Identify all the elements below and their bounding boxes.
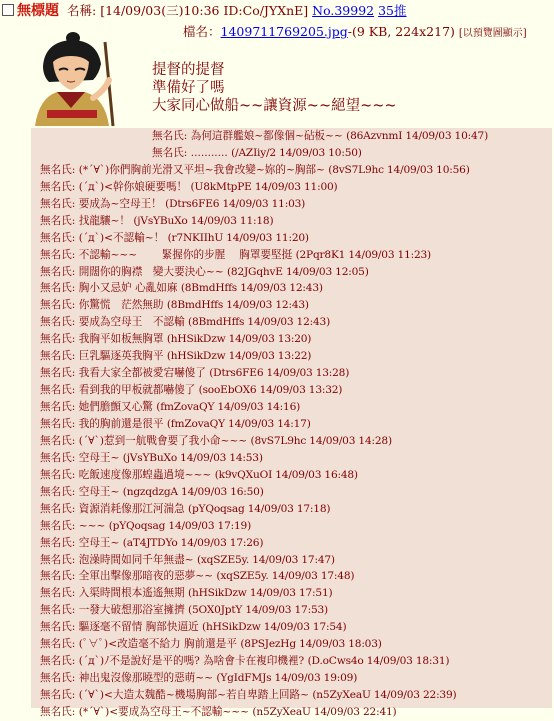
reply-id-timestamp: (2Pqr8K1 14/09/03 11:23) <box>295 248 431 261</box>
thread-thumbnail[interactable] <box>13 28 130 126</box>
reply-text: (*´∀`)你們胸前光滑又平坦~我會改變~妳的~胸部~ <box>78 163 325 176</box>
reply-text: 空母王~ <box>78 451 120 464</box>
reply-row <box>40 450 263 467</box>
reply-id-timestamp: (Dtrs6FE6 14/09/03 11:03) <box>165 197 306 210</box>
reply-text: 神出鬼沒像那曉型的惡萌~~ <box>78 672 214 685</box>
name-label: 名稱: <box>66 3 97 18</box>
post-number-link[interactable]: No.39992 <box>312 3 375 18</box>
reply-text: 不認輸~~~ 緊握你的步腥 胸罩要堅挺 <box>78 248 293 261</box>
reply-row <box>40 230 309 247</box>
op-line: 提督的提督 <box>152 62 225 78</box>
reply-id-timestamp: (5OX0JptY 14/09/03 17:53) <box>188 604 328 617</box>
reply-poster-name: 無名氏: <box>40 417 76 430</box>
reply-row <box>40 602 328 619</box>
reply-id-timestamp: (sooEbOX6 14/09/03 13:32) <box>198 384 343 397</box>
reply-text: 入渠時間根本遙遙無期 <box>78 587 185 600</box>
preview-note: [以預覽圖顯示] <box>458 28 527 39</box>
reply-text: (ﾟ∀ﾟ)<改造毫不給力 胸前還是平 <box>78 638 237 651</box>
reply-id-timestamp: (pYQoqsag 14/09/03 17:19) <box>108 519 252 532</box>
reply-poster-name: 無名氏: <box>40 163 76 176</box>
reply-poster-name: 無名氏: <box>40 282 76 295</box>
reply-poster-name: 無名氏: <box>40 621 76 634</box>
reply-row <box>40 416 311 433</box>
reply-text: 我的胸前還是很平 <box>78 417 164 430</box>
reply-row <box>152 145 362 162</box>
reply-poster-name: 無名氏: <box>40 231 76 244</box>
reply-row <box>40 552 335 569</box>
reply-id-timestamp: (hHSikDzw 14/09/03 13:22) <box>166 350 312 363</box>
reply-id-timestamp: (8BmdHffs 14/09/03 12:43) <box>188 316 331 329</box>
reply-text: 吃飯速度像那蝗蟲過境~~~ <box>78 468 212 481</box>
reply-text: (*´∀`)<要成為空母王~不認輸~~~ <box>78 705 250 718</box>
reply-id-timestamp: (82JGqhvE 14/09/03 12:05) <box>227 265 369 278</box>
reply-poster-name: 無名氏: <box>40 265 76 278</box>
reply-poster-name: 無名氏: <box>40 689 76 702</box>
file-meta: -(9 KB, 224x217) <box>347 24 455 39</box>
reply-text: 為何這群艦娘~都像個~砧板~~ <box>190 130 343 142</box>
reply-row <box>40 179 337 196</box>
reply-text: ~~~ <box>78 519 106 532</box>
reply-row <box>40 518 251 535</box>
reply-id-timestamp: (Dtrs6FE6 14/09/03 13:28) <box>209 367 350 380</box>
reply-row <box>40 297 309 314</box>
reply-id-timestamp: (8BmdHffs 14/09/03 12:43) <box>166 299 309 312</box>
reply-text: 開闊你的胸襟 變大要決心~~ <box>78 265 224 278</box>
reply-poster-name: 無名氏: <box>40 536 76 549</box>
reply-poster-name: 無名氏: <box>40 519 76 532</box>
reply-poster-name: 無名氏: <box>40 367 76 380</box>
reply-row <box>40 382 342 399</box>
reply-text: 要成為空母王 不認輸 <box>78 316 185 329</box>
reply-row <box>40 196 305 213</box>
reply-row <box>40 331 311 348</box>
reply-poster-name: 無名氏: <box>40 553 76 566</box>
reply-row <box>40 585 332 602</box>
reply-poster-name: 無名氏: <box>40 350 76 363</box>
reply-row <box>40 670 357 687</box>
reply-id-timestamp: (hHSikDzw 14/09/03 17:54) <box>202 621 347 634</box>
reply-poster-name: 無名氏: <box>152 146 188 159</box>
file-info <box>183 21 553 43</box>
reply-row <box>40 162 470 179</box>
reply-id-timestamp: (n5ZyXeaU 14/09/03 22:39) <box>312 689 457 702</box>
reply-text: (´∀`)惹到一航戰會要了我小命~~~ <box>78 434 248 447</box>
reply-id-timestamp: (8BmdHffs 14/09/03 12:43) <box>180 282 323 295</box>
reply-row <box>40 213 273 230</box>
reply-poster-name: 無名氏: <box>40 180 76 193</box>
reply-row <box>40 501 330 518</box>
reply-row <box>40 568 354 585</box>
thread-header <box>2 1 552 21</box>
reply-text: 空母王~ <box>78 536 120 549</box>
reply-text: 她們膽顫又心驚 <box>78 401 153 414</box>
reply-id-timestamp: (jVsYBuXo 14/09/03 11:18) <box>133 214 274 227</box>
reply-id-timestamp: (jVsYBuXo 14/09/03 14:53) <box>122 451 263 464</box>
reply-row <box>40 399 300 416</box>
reply-text: 泡澡時間如同千年無盡~ <box>78 553 194 566</box>
reply-row <box>40 314 330 331</box>
reply-id-timestamp: (hHSikDzw 14/09/03 17:51) <box>188 587 333 600</box>
reply-id-timestamp: (k9vQXuOI 14/09/03 16:48) <box>214 468 358 481</box>
reply-id-timestamp: (YgIdFMJs 14/09/03 19:09) <box>216 672 358 685</box>
op-message <box>152 61 432 115</box>
reply-text: 找龍驤~！ <box>78 214 130 227</box>
reply-text: ........... <box>190 146 228 159</box>
reply-poster-name: 無名氏: <box>152 130 188 142</box>
reply-row <box>40 704 396 721</box>
reply-row <box>40 535 263 552</box>
reply-text: (´д`)<不認輸~！ <box>78 231 165 244</box>
reply-id-timestamp: (pYQoqsag 14/09/03 17:18) <box>188 502 331 515</box>
reply-poster-name: 無名氏: <box>40 672 76 685</box>
reply-poster-name: 無名氏: <box>40 333 76 346</box>
reply-poster-name: 無名氏: <box>40 705 76 718</box>
reply-id-timestamp: (8vS7L9hc 14/09/03 14:28) <box>250 434 392 447</box>
thread-title: 無標題 <box>17 3 59 19</box>
reply-poster-name: 無名氏: <box>40 316 76 329</box>
reply-id-timestamp: (r7NKIIhU 14/09/03 11:20) <box>167 231 309 244</box>
reply-poster-name: 無名氏: <box>40 214 76 227</box>
reply-poster-name: 無名氏: <box>40 401 76 414</box>
reply-text: 驅逐毫不留情 胸部快逼近 <box>78 621 199 634</box>
reply-link[interactable]: 35推 <box>378 3 407 18</box>
reply-row <box>40 653 449 670</box>
op-line: 準備好了嗎 <box>152 80 225 96</box>
reply-row <box>40 247 431 264</box>
reply-text: 看到我的甲板就都嚇傻了 <box>78 384 196 397</box>
reply-poster-name: 無名氏: <box>40 638 76 651</box>
reply-row <box>40 467 358 484</box>
reply-poster-name: 無名氏: <box>40 197 76 210</box>
reply-row <box>40 433 392 450</box>
reply-row <box>40 264 369 281</box>
reply-row <box>40 619 346 636</box>
reply-id-timestamp: (ngzqdzgA 14/09/03 16:50) <box>122 485 264 498</box>
reply-id-timestamp: (aT4JTDYo 14/09/03 17:26) <box>122 536 264 549</box>
reply-text: (´д`)ﾉ不是說好是平的嗎? 為啥會卡在複印機裡? <box>78 655 305 668</box>
op-line: 大家同心做船~~讓資源~~絕望~~~ <box>152 98 397 114</box>
reply-id-timestamp: (fmZovaQY 14/09/03 14:17) <box>166 417 311 430</box>
reply-id-timestamp: (86AzvnmI 14/09/03 10:47) <box>346 130 489 142</box>
reply-poster-name: 無名氏: <box>40 299 76 312</box>
reply-text: 要成為~空母王！ <box>78 197 162 210</box>
reply-row <box>40 636 382 653</box>
reply-poster-name: 無名氏: <box>40 434 76 447</box>
reply-id-timestamp: (xqSZE5y. 14/09/03 17:47) <box>196 553 335 566</box>
reply-poster-name: 無名氏: <box>40 468 76 481</box>
reply-row <box>40 365 349 382</box>
reply-row <box>40 687 456 704</box>
reply-id-timestamp: (8vS7L9hc 14/09/03 10:56) <box>328 163 470 176</box>
reply-text: 胸小又忌妒 心亂如麻 <box>78 282 178 295</box>
reply-poster-name: 無名氏: <box>40 485 76 498</box>
reply-id-timestamp: (xqSZE5y. 14/09/03 17:48) <box>216 570 355 583</box>
reply-text: 我看大家全都被愛宕嚇傻了 <box>78 367 206 380</box>
reply-poster-name: 無名氏: <box>40 451 76 464</box>
reply-id-timestamp: (8PSJezHg 14/09/03 18:03) <box>240 638 382 651</box>
reply-text: 你驚慌 茫然無助 <box>78 299 164 312</box>
reply-id-timestamp: (/AZIiy/2 14/09/03 10:50) <box>231 146 362 159</box>
reply-poster-name: 無名氏: <box>40 384 76 397</box>
reply-poster-name: 無名氏: <box>40 502 76 515</box>
reply-row <box>40 348 311 365</box>
reply-poster-name: 無名氏: <box>40 655 76 668</box>
reply-poster-name: 無名氏: <box>40 587 76 600</box>
reply-text: 我胸平如板無胸罩 <box>78 333 164 346</box>
reply-id-timestamp: (n5ZyXeaU 14/09/03 22:41) <box>252 705 397 718</box>
reply-text: (´∀`)<大造太魏酷~機場胸部~若自卑踏上回路~ <box>78 689 309 702</box>
file-label: 檔名： <box>183 24 221 39</box>
reply-text: 資源消耗像那江河湍急 <box>78 502 185 515</box>
reply-id-timestamp: (U8kMtpPE 14/09/03 11:00) <box>190 180 338 193</box>
reply-row <box>152 128 488 145</box>
reply-row <box>40 280 323 297</box>
reply-text: 全軍出擊像那暗夜的惡夢~~ <box>78 570 214 583</box>
reply-poster-name: 無名氏: <box>40 604 76 617</box>
reply-text: 一發大破想那浴室擁擠 <box>78 604 185 617</box>
reply-id-timestamp: (hHSikDzw 14/09/03 13:20) <box>166 333 312 346</box>
file-link[interactable]: 1409711769205.jpg <box>220 24 348 39</box>
reply-text: (´д`)<幹你娘硬要嗎！ <box>78 180 188 193</box>
reply-poster-name: 無名氏: <box>40 248 76 261</box>
post-datetime: [14/09/03(三)10:36 ID:Co/JYXnE] <box>100 3 309 18</box>
reply-text: 巨乳驅逐英我胸平 <box>78 350 164 363</box>
replies-list <box>31 128 552 718</box>
delete-checkbox[interactable] <box>2 4 14 16</box>
reply-id-timestamp: (D.oCws4o 14/09/03 18:31) <box>307 655 450 668</box>
reply-id-timestamp: (fmZovaQY 14/09/03 14:16) <box>156 401 301 414</box>
reply-text: 空母王~ <box>78 485 120 498</box>
reply-poster-name: 無名氏: <box>40 570 76 583</box>
reply-row <box>40 484 264 501</box>
